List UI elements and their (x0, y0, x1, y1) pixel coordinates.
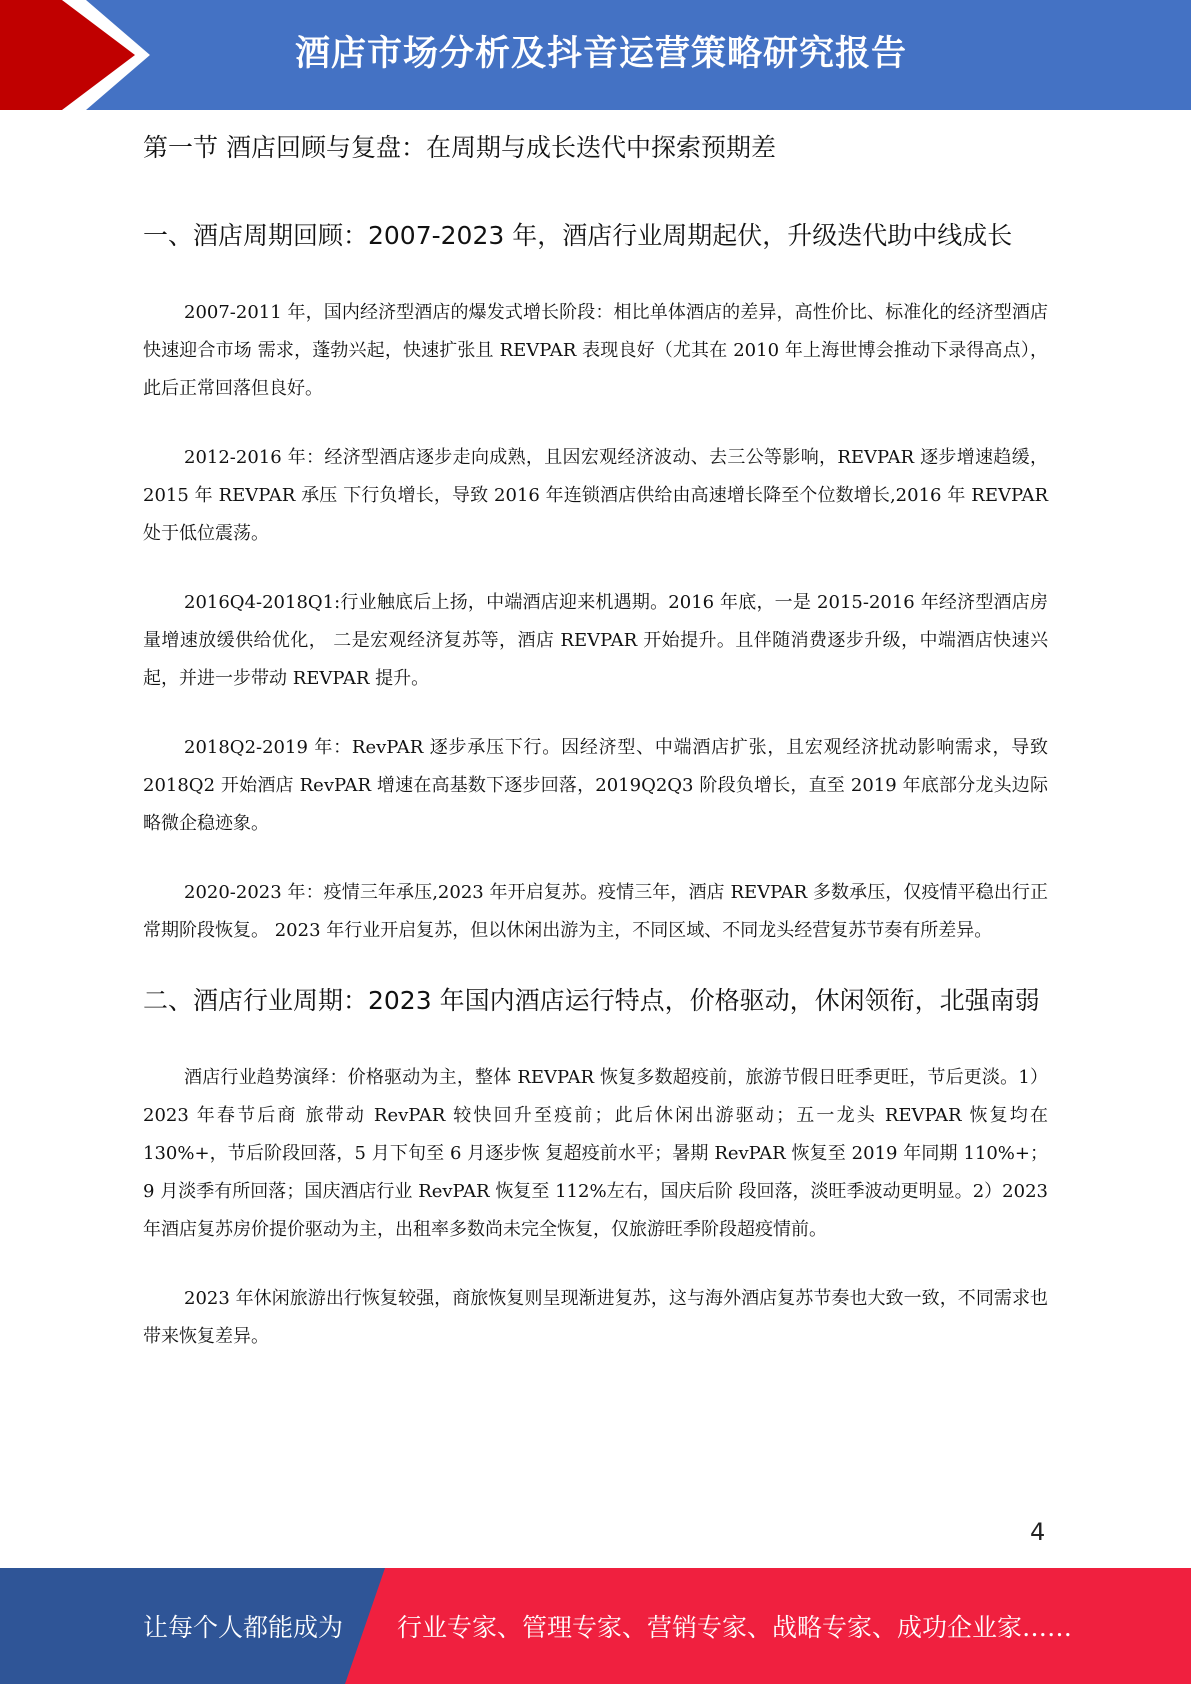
document-body (143, 128, 1048, 1387)
paragraph: 2007-2011 年，国内经济型酒店的爆发式增长阶段：相比单体酒店的差异，高性价比、标准化的经济型酒店快速迎合市场 需求，蓬勃兴起，快速扩张且 REVPAR 表现良好（尤其在 2010 年上海世博会推动下录得高点），此后正常回落但良好。 (143, 302, 1048, 399)
paragraph: 2023 年休闲旅游出行恢复较强，商旅恢复则呈现渐进复苏，这与海外酒店复苏节奏也大致一致，不同需求也带来恢复差异。 (143, 1288, 1048, 1347)
report-title: 酒店市场分析及抖音运营策略研究报告 (295, 34, 908, 74)
page-header (0, 0, 1191, 110)
part2-heading: 二、酒店行业周期：2023 年国内酒店运行特点，价格驱动，休闲领衔，北强南弱 (143, 986, 1040, 1015)
paragraph: 2012-2016 年：经济型酒店逐步走向成熟，且因宏观经济波动、去三公等影响，REVPAR 逐步增速趋缓，2015 年 REVPAR 承压 下行负增长，导致 2016 年连锁酒店供给由高速增长降至个位数增长,2016 年 REVPAR 处于低位震荡。 (143, 447, 1048, 544)
page-footer (0, 1568, 1191, 1684)
paragraph: 2020-2023 年：疫情三年承压,2023 年开启复苏。疫情三年，酒店 REVPAR 多数承压，仅疫情平稳出行正常期阶段恢复。 2023 年行业开启复苏，但以休闲出游为主，不同区域、不同龙头经营复苏节奏有所差异。 (143, 882, 1048, 941)
part1-heading: 一、酒店周期回顾：2007-2023 年，酒店行业周期起伏，升级迭代助中线成长 (143, 221, 1013, 250)
paragraph: 2018Q2-2019 年：RevPAR 逐步承压下行。因经济型、中端酒店扩张，且宏观经济扰动影响需求，导致 2018Q2 开始酒店 RevPAR 增速在高基数下逐步回落，2019Q2Q3 阶段负增长，直至 2019 年底部分龙头边际略微企稳迹象。 (143, 737, 1048, 834)
footer-slogan-left: 让每个人都能成为 (143, 1613, 344, 1642)
page-number: 4 (1030, 1518, 1046, 1546)
section-title: 第一节 酒店回顾与复盘：在周期与成长迭代中探索预期差 (143, 133, 776, 162)
paragraph: 2016Q4-2018Q1:行业触底后上扬，中端酒店迎来机遇期。2016 年底，一是 2015-2016 年经济型酒店房量增速放缓供给优化， 二是宏观经济复苏等，酒店 REVPAR 开始提升。且伴随消费逐步升级，中端酒店快速兴起，并进一步带动 REVPAR 提升。 (143, 592, 1048, 689)
paragraph: 酒店行业趋势演绎：价格驱动为主，整体 REVPAR 恢复多数超疫前，旅游节假日旺季更旺，节后更淡。1）2023 年春节后商 旅带动 RevPAR 较快回升至疫前；此后休闲出游驱动；五一龙头 REVPAR 恢复均在 130%+，节后阶段回落，5 月下旬至 6 月逐步恢 复超疫前水平；暑期 RevPAR 恢复至 2019 年同期 110%+；9 月淡季有所回落；国庆酒店行业 RevPAR 恢复至 112%左右，国庆后阶 段回落，淡旺季波动更明显。2）2023 年酒店复苏房价提价驱动为主，出租率多数尚未完全恢复，仅旅游旺季阶段超疫情前。 (143, 1067, 1048, 1240)
header-chevron-decoration (0, 0, 160, 110)
footer-slogan-right: 行业专家、管理专家、营销专家、战略专家、成功企业家…… (397, 1613, 1073, 1642)
